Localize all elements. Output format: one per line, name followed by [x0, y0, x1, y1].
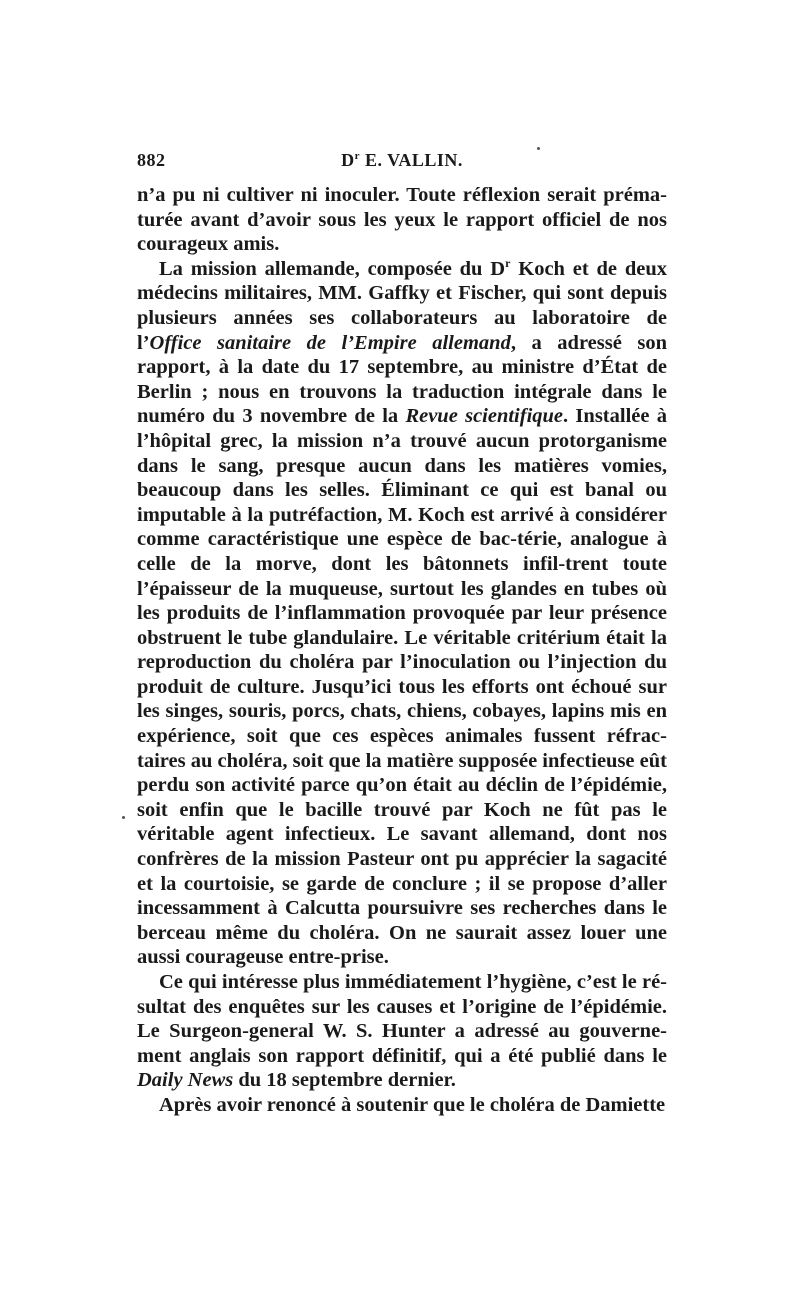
print-speck	[122, 816, 125, 819]
superscript-text: r	[505, 255, 511, 270]
author-name: E. VALLIN.	[360, 150, 463, 170]
body-text	[137, 183, 667, 1118]
print-speck	[537, 147, 540, 150]
italic-text: Daily News	[137, 1069, 234, 1092]
paragraph	[137, 183, 667, 257]
author-superscript: r	[354, 150, 360, 162]
page-number: 882	[137, 150, 166, 170]
paragraph-text: n’a pu ni cultiver ni inoculer. Toute réflexion serait préma-turée avant d’avoir sous les yeux le rapport officiel de nos courageux amis.	[137, 184, 667, 256]
paragraph-text: La mission allemande, composée du D	[159, 257, 506, 280]
paragraph-text: Ce qui intéresse plus immédiatement l’hygiène, c’est le ré-sultat des enquêtes sur les causes et l’origine de l’épidémie. Le Surgeon-general W. S. Hunter a adressé au gouverne-ment anglais son rapport définitif, qui a été publié dans le	[137, 971, 667, 1067]
paragraph-text: du 18 septembre dernier.	[233, 1069, 456, 1092]
author-prefix: D	[341, 150, 355, 170]
paragraph-text: , a adressé son rapport, à la date du 17 septembre, au ministre d’État de Berlin ; nous en trouvons la traduction intégrale dans le numéro du 3 novembre de la	[137, 331, 667, 428]
italic-text: Revue scientifique	[405, 405, 564, 428]
paragraph-text: Koch et de deux médecins militaires, MM. Gaffky et Fischer, qui sont depuis plusieurs années ses collaborateurs au laboratoire de l’	[137, 257, 667, 354]
paragraph-text: . Installée à l’hôpital grec, la mission n’a trouvé aucun protorganisme dans le sang, presque aucun dans les matières vomies, beaucoup dans les selles. Éliminant ce qui est banal ou imputable à la putréfaction, M. Koch est arrivé à considérer comme caractéristique une espèce de bac-térie, analogue à celle de la morve, dont les bâtonnets infil-trent toute l’épaisseur de la muqueuse, surtout les glandes en tubes où les produits de l’inflammation provoquée par leur présence obstruent le tube glandulaire. Le véritable critérium était la reproduction du choléra par l’inoculation ou l’injection du produit de culture. Jusqu’ici tous les efforts ont échoué sur les singes, souris, porcs, chats, chiens, cobayes, lapins mis en expérience, soit que ces espèces animales fussent réfrac-taires au choléra, soit que la matière supposée infectieuse eût perdu son activité parce qu’on était au déclin de l’épidémie, soit enfin que le bacille trouvé par Koch ne fût pas le véritable agent infectieux. Le savant allemand, dont nos confrères de la mission Pasteur ont pu apprécier la sagacité et la courtoisie, se garde de conclure ; il se propose d’aller incessamment à Calcutta poursuivre ses recherches dans le berceau même du choléra. On ne saurait assez louer une aussi courageuse entre-prise.	[137, 405, 667, 969]
running-header	[137, 150, 667, 178]
paragraph-text: Après avoir renoncé à soutenir que le choléra de Damiette	[159, 1093, 666, 1116]
paragraph	[137, 970, 667, 1093]
paragraph	[137, 257, 667, 970]
author-header	[137, 150, 667, 171]
paragraph	[137, 1093, 667, 1118]
italic-text: Office sanitaire de l’Empire allemand	[149, 331, 511, 354]
